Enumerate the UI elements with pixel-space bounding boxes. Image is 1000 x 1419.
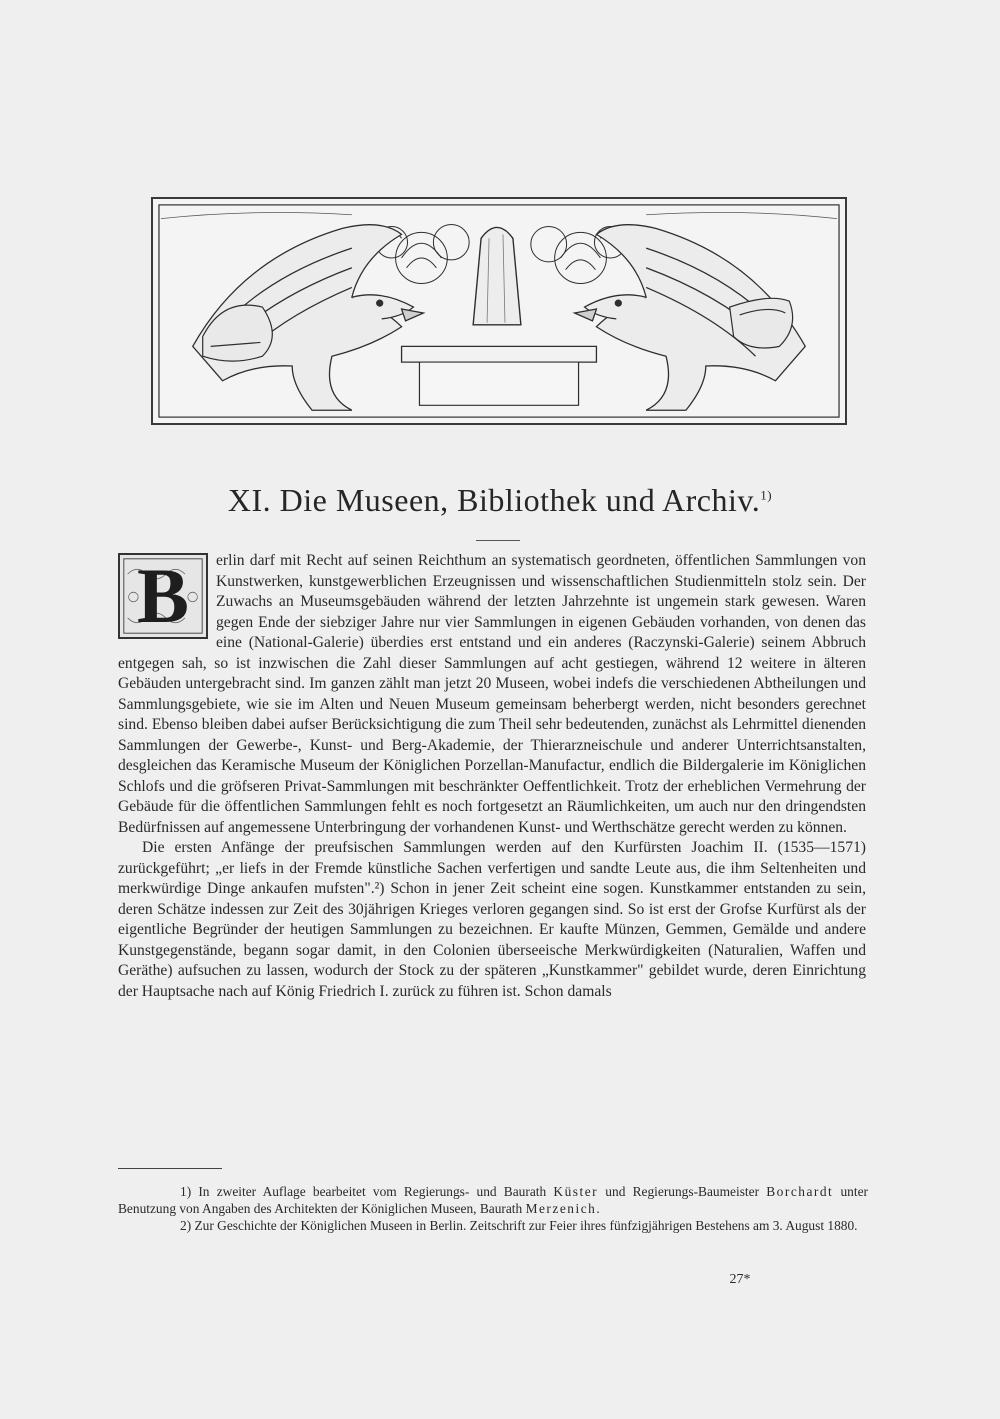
eagles-fountain-drawing xyxy=(153,199,845,423)
paragraph-1 xyxy=(118,551,866,838)
footnote-2: 2) Zur Geschichte der Königlichen Museen in Berlin. Zeitschrift zur Feier ihres fünfzigjährigen Bestehens am 3. August 1880. xyxy=(180,1218,858,1233)
footnote-1-name-borchardt: Borchardt xyxy=(766,1184,834,1199)
title-divider xyxy=(476,540,520,541)
footnotes xyxy=(118,1183,868,1234)
chapter-title-text: XI. Die Museen, Bibliothek und Archiv. xyxy=(227,482,761,518)
footnote-1-text-c: unter Benutzung von Angaben des Architekten der Königlichen Museen, Baurath xyxy=(118,1184,868,1216)
body-text xyxy=(118,551,866,1002)
paragraph-2: Die ersten Anfänge der preufsischen Sammlungen werden auf den Kurfürsten Joachim II. (1535—1571) zurückgeführt; „er liefs in der Fremde künstliche Sachen verfertigen und sandte Leute aus, die ihm Seltenheiten und merkwürdige Dinge ankaufen mufsten".²) Schon in jener Zeit scheint eine sogen. Kunstkammer entstanden zu sein, deren Schätze indessen zur Zeit des 30jährigen Krieges verloren gegangen sind. So ist erst der Grofse Kurfürst als der eigentliche Begründer der heutigen Sammlungen zu bezeichnen. Er kaufte Münzen, Gemmen, Gemälde und andere Kunstgegenstände, begann sogar damit, in den Colonien überseeische Merkwürdigkeiten (Naturalien, Waffen und Geräthe) aufsuchen zu lassen, wodurch der Stock zu der späteren „Kunstkammer" gebildet wurde, deren Einrichtung der Hauptsache nach auf König Friedrich I. zurück zu führen ist. Schon damals xyxy=(118,839,866,1000)
paragraph-1-text: erlin darf mit Recht auf seinen Reichthum an systematisch geordneten, öffentlichen Sammlungen von Kunstwerken, kunstgewerblichen Erzeugnissen und wissenschaftlichen Studienmitteln stolz sein. Der Zuwachs an Museumsgebäuden während der letzten Jahrzehnte ist ungemein stark gewesen. Waren gegen Ende der siebziger Jahre nur vier Sammlungen in eigenen Gebäuden vorhanden, von denen das eine (National-Galerie) überdies erst entstand und ein anderes (Raczynski-Galerie) seinem Abbruch entgegen sah, so ist inzwischen die Zahl dieser Sammlungen auf acht gestiegen, während 12 weitere in älteren Gebäuden untergebracht sind. Im ganzen zählt man jetzt 20 Museen, wobei indefs die verschiedenen Abtheilungen und Sammlungsgebiete, wie sie im Alten und Neuen Museum gemeinsam beherbergt werden, nicht besonders gerechnet sind. Ebenso bleiben dabei aufser Berücksichtigung die zum Theil sehr bedeutenden, zunächst als Lehrmittel dienenden Sammlungen der Gewerbe-, Kunst- und Berg-Akademie, der Thierarzneischule und anderer Unterrichtsanstalten, desgleichen das Keramische Museum der Königlichen Porzellan-Manufactur, endlich die Bildergalerie im Königlichen Schlofs und die gröfseren Privat-Sammlungen mit beschränkter Oeffentlichkeit. Trotz der erheblichen Vermehrung der Gebäude für die öffentlichen Sammlungen fehlt es noch fortgesetzt an Räumlichkeiten, um auch nur den dringendsten Bedürfnissen auf angemessene Unterbringung der vorhandenen Kunst- und Werthschätze gerecht werden zu können. xyxy=(118,552,866,836)
dropcap xyxy=(118,553,208,639)
footnote-1 xyxy=(118,1183,868,1217)
chapter-title xyxy=(0,482,1000,519)
footnote-1-text-b: und Regierungs-Baumeister xyxy=(598,1184,767,1199)
footnote-divider xyxy=(118,1168,222,1169)
header-illustration xyxy=(151,197,847,425)
dropcap-letter: B xyxy=(136,552,190,639)
title-footnote-marker: 1) xyxy=(760,487,773,503)
footnote-1-name-kuester: Küster xyxy=(553,1184,599,1199)
footnote-1-text-d: . xyxy=(596,1201,600,1216)
footnote-1-name-merzenich: Merzenich xyxy=(525,1201,597,1216)
footnote-1-text-a: 1) In zweiter Auflage bearbeitet vom Regierungs- und Baurath xyxy=(180,1184,554,1199)
page-number: 27* xyxy=(729,1272,751,1287)
